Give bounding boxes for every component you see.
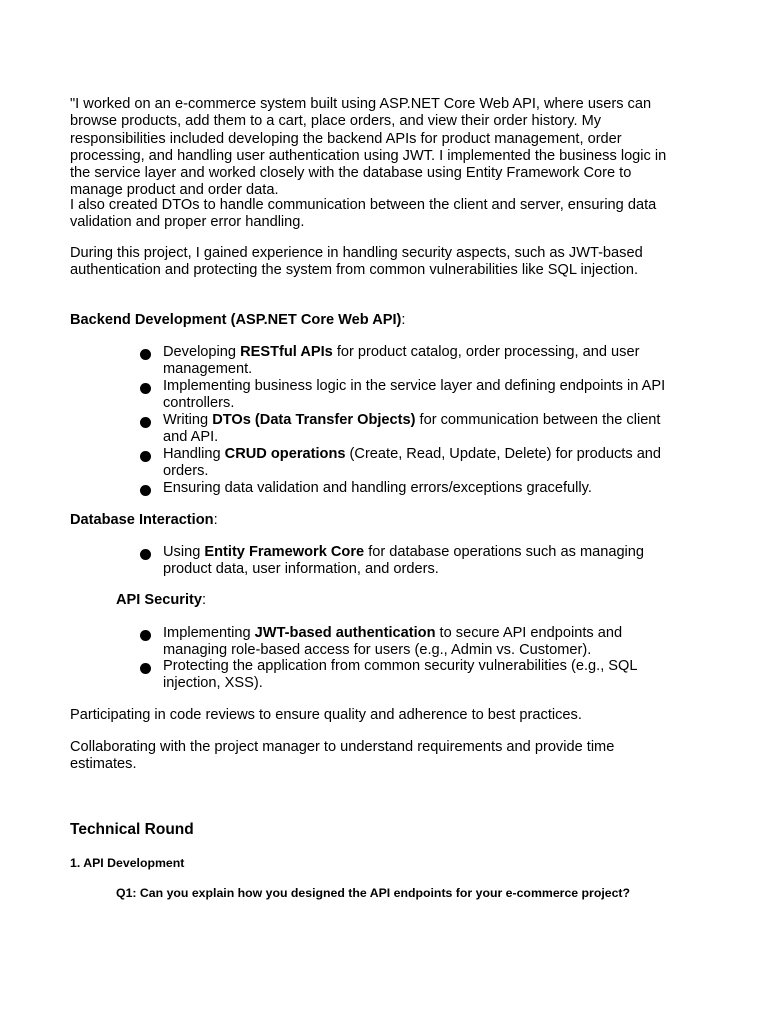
list-item-bold: Entity Framework Core [204, 544, 365, 560]
bullet-icon [140, 663, 151, 674]
closing-paragraph-2: Collaborating with the project manager to understand requirements and provide time estimates. [70, 739, 615, 773]
bullet-icon [140, 630, 151, 641]
list-item-text: Implementing [163, 625, 255, 641]
intro-paragraph-1: "I worked on an e-commerce system built using ASP.NET Core Web API, where users can browse products, add them to a cart, place orders, and view their order history. My responsibilities included developing the backend APIs for product management, order processing, and handling user authentication using JWT. I implemented the business logic in the service layer and worked closely with the database using Entity Framework Core to manage product and order data. [70, 96, 667, 199]
list-item-text: to secure API endpoints and managing role-based access for users (e.g., Admin vs. Customer). [163, 625, 623, 659]
list-item-text: Using [163, 544, 205, 560]
intro-paragraph-2: I also created DTOs to handle communication between the client and server, ensuring data validation and proper error handling. [70, 197, 657, 231]
intro-paragraph-3: During this project, I gained experience in handling security aspects, such as JWT-based authentication and protecting the system from common vulnerabilities like SQL injection. [70, 245, 643, 279]
list-item [140, 658, 685, 693]
list-item-text: for communication between the client and API. [163, 412, 661, 446]
list-item [140, 378, 685, 413]
list-item [140, 446, 685, 481]
bullet-icon [140, 349, 151, 360]
closing-paragraph-1: Participating in code reviews to ensure quality and adherence to best practices. [70, 707, 582, 723]
list-item-bold: CRUD operations [224, 446, 346, 462]
list-item-bold: RESTful APIs [240, 344, 333, 360]
database-heading [70, 512, 682, 529]
backend-heading [70, 312, 682, 329]
database-heading-text: Database Interaction [70, 512, 214, 528]
list-item-text: (Create, Read, Update, Delete) for products and orders. [163, 446, 662, 480]
bullet-icon [140, 485, 151, 496]
bullet-icon [140, 451, 151, 462]
security-heading [116, 592, 728, 609]
list-item-text: Handling [163, 446, 225, 462]
list-item-text: Protecting the application from common security vulnerabilities (e.g., SQL injection, XSS). [163, 658, 637, 692]
list-item-bold: JWT-based authentication [254, 625, 436, 641]
list-item [140, 480, 685, 497]
list-item-text: Writing [163, 412, 213, 428]
list-item [140, 412, 685, 447]
list-item [140, 625, 685, 660]
bullet-icon [140, 549, 151, 560]
technical-round-title: Technical Round [70, 821, 194, 838]
list-item-text: for product catalog, order processing, and user management. [163, 344, 640, 378]
bullet-icon [140, 383, 151, 394]
question-text: Q1: Can you explain how you designed the API endpoints for your e-commerce project? [116, 886, 631, 900]
security-heading-text: API Security [116, 592, 202, 608]
backend-heading-colon: : [401, 312, 406, 328]
list-item-bold: DTOs (Data Transfer Objects) [212, 412, 416, 428]
security-heading-colon: : [201, 592, 207, 608]
backend-heading-text: Backend Development (ASP.NET Core Web API) [70, 312, 402, 328]
section-heading: 1. API Development [70, 856, 185, 870]
list-item [140, 544, 685, 579]
database-heading-colon: : [213, 512, 218, 528]
list-item-text: Ensuring data validation and handling errors/exceptions gracefully. [163, 480, 592, 496]
list-item [140, 344, 685, 379]
list-item-text: Implementing business logic in the service layer and defining endpoints in API controllers. [163, 378, 666, 412]
list-item-text: Developing [163, 344, 241, 360]
bullet-icon [140, 417, 151, 428]
list-item-text: for database operations such as managing product data, user information, and orders. [163, 544, 645, 578]
